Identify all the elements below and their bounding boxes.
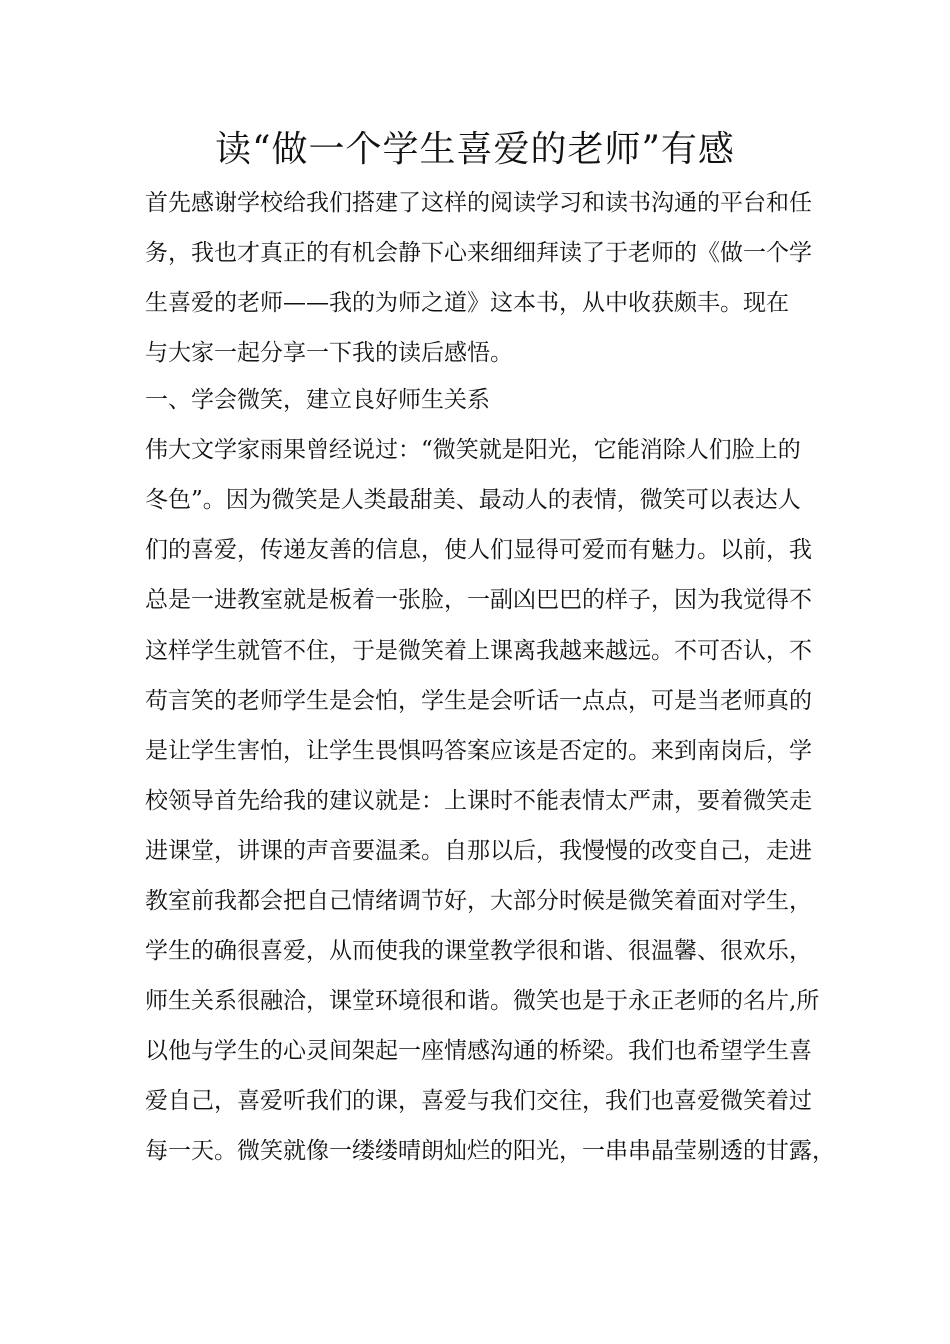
paragraph-line: 进课堂，讲课的声音要温柔。自那以后，我慢慢的改变自己，走进 [145,838,812,864]
paragraph-line: 们的喜爱，传递友善的信息，使人们显得可爱而有魅力。以前，我 [145,537,812,563]
paragraph-line: 爱自己，喜爱听我们的课，喜爱与我们交往，我们也喜爱微笑着过 [145,1088,812,1114]
paragraph-line: 苟言笑的老师学生是会怕，学生是会听话一点点，可是当老师真的 [145,688,812,714]
document-title: 读“做一个学生喜爱的老师”有感 [215,129,735,170]
paragraph-line: 学生的确很喜爱，从而使我的课堂教学很和谐、很温馨、很欢乐， [145,938,812,964]
paragraph-line: 伟大文学家雨果曾经说过：“微笑就是阳光，它能消除人们脸上的 [145,437,801,463]
paragraph-line: 生喜爱的老师——我的为师之道》这本书，从中收获颇丰。现在 [145,290,789,316]
paragraph-line: 以他与学生的心灵间架起一座情感沟通的桥梁。我们也希望学生喜 [145,1038,812,1064]
paragraph-line: 师生关系很融洽，课堂环境很和谐。微笑也是于永正老师的名片,所 [145,988,820,1014]
paragraph-line: 教室前我都会把自己情绪调节好，大部分时候是微笑着面对学生， [145,888,812,914]
paragraph-line: 校领导首先给我的建议就是：上课时不能表情太严肃，要着微笑走 [145,788,812,814]
paragraph-line: 每一天。微笑就像一缕缕晴朗灿烂的阳光，一串串晶莹剔透的甘露， [145,1138,835,1164]
section-heading: 一、学会微笑，建立良好师生关系 [145,387,490,413]
paragraph-line: 是让学生害怕，让学生畏惧吗答案应该是否定的。来到南岗后，学 [145,738,812,764]
paragraph-line: 首先感谢学校给我们搭建了这样的阅读学习和读书沟通的平台和任 [145,190,812,216]
paragraph-line: 总是一进教室就是板着一张脸，一副凶巴巴的样子，因为我觉得不 [145,587,812,613]
paragraph-line: 与大家一起分享一下我的读后感悟。 [145,340,513,366]
paragraph-line: 务，我也才真正的有机会静下心来细细拜读了于老师的《做一个学 [145,240,812,266]
paragraph-line: 冬色”。因为微笑是人类最甜美、最动人的表情，微笑可以表达人 [145,487,801,513]
paragraph-line: 这样学生就管不住，于是微笑着上课离我越来越远。不可否认，不 [145,638,812,664]
